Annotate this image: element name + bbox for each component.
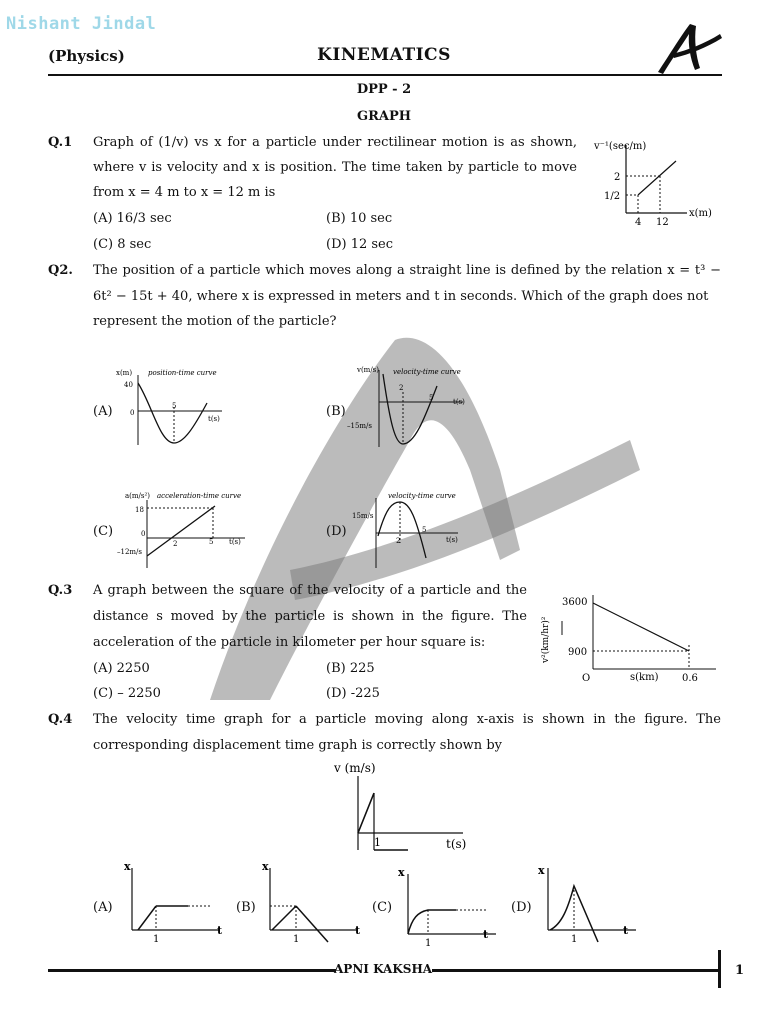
q2-graph-b bbox=[345, 362, 475, 452]
svg-text:v(m/s): v(m/s) bbox=[357, 366, 380, 374]
q4-graph-c bbox=[396, 862, 506, 950]
svg-text:acceleration-time curve: acceleration-time curve bbox=[157, 492, 242, 500]
question-number: Q2. bbox=[48, 263, 73, 278]
svg-text:5: 5 bbox=[172, 402, 177, 410]
svg-text:0.6: 0.6 bbox=[682, 673, 698, 684]
option-b: (B) bbox=[236, 900, 256, 915]
question-text: corresponding displacement time graph is correctly shown by bbox=[93, 738, 502, 753]
svg-text:velocity-time curve: velocity-time curve bbox=[393, 368, 461, 376]
option-a: (A) 16/3 sec bbox=[93, 211, 172, 226]
svg-text:t: t bbox=[355, 924, 361, 937]
subject-label: (Physics) bbox=[48, 47, 125, 65]
q1-graph bbox=[592, 135, 732, 230]
svg-text:x: x bbox=[538, 864, 545, 877]
q4-vt-graph bbox=[328, 758, 478, 858]
question-text: A graph between the square of the velocity of a particle and the bbox=[93, 583, 527, 598]
option-c: (C) bbox=[93, 524, 114, 539]
q2-graph-a bbox=[112, 365, 232, 450]
header-rule bbox=[48, 74, 722, 76]
q4-graph-a bbox=[120, 858, 230, 946]
question-text: acceleration of the particle in kilometer per hour square is: bbox=[93, 635, 486, 650]
svg-text:2: 2 bbox=[399, 384, 404, 392]
axis-label: v⁻¹(sec/m) bbox=[594, 141, 647, 152]
svg-text:O: O bbox=[582, 673, 591, 684]
option-c: (C) 8 sec bbox=[93, 237, 152, 252]
svg-text:1: 1 bbox=[153, 934, 160, 945]
option-c: (C) bbox=[372, 900, 393, 915]
svg-text:x: x bbox=[398, 866, 405, 879]
page-title: KINEMATICS bbox=[317, 45, 451, 65]
option-d: (D) bbox=[326, 524, 347, 539]
svg-text:–12m/s: –12m/s bbox=[117, 548, 142, 556]
watermark-name: Nishant Jindal bbox=[6, 14, 157, 34]
question-text: The position of a particle which moves along a straight line is defined by the relation x = t³ − bbox=[93, 263, 721, 278]
svg-text:t(s): t(s) bbox=[453, 398, 465, 406]
q4-graph-b bbox=[258, 858, 368, 946]
svg-text:x: x bbox=[262, 860, 269, 873]
svg-text:5: 5 bbox=[429, 394, 434, 402]
option-a: (A) 2250 bbox=[93, 661, 150, 676]
svg-text:1: 1 bbox=[571, 934, 578, 945]
svg-text:18: 18 bbox=[135, 506, 144, 514]
svg-text:t: t bbox=[623, 924, 629, 937]
option-a: (A) bbox=[93, 900, 113, 915]
option-d: (D) 12 sec bbox=[326, 237, 394, 252]
option-a: (A) bbox=[93, 404, 113, 419]
topic-label: GRAPH bbox=[356, 109, 412, 124]
tick-label: 4 bbox=[635, 217, 642, 228]
question-text: distance s moved by the particle is shown in the figure. The bbox=[93, 609, 527, 624]
tick-label: 1/2 bbox=[604, 191, 621, 202]
footer-rule bbox=[48, 969, 336, 972]
svg-text:s(km): s(km) bbox=[630, 672, 659, 683]
q3-graph bbox=[538, 585, 728, 685]
question-number: Q.3 bbox=[48, 583, 73, 598]
svg-text:3600: 3600 bbox=[562, 597, 588, 608]
option-d: (D) bbox=[511, 900, 532, 915]
footer-divider bbox=[718, 950, 721, 988]
question-text: The velocity time graph for a particle moving along x-axis is shown in the figure. The bbox=[93, 712, 721, 727]
svg-text:1: 1 bbox=[425, 938, 432, 949]
option-b: (B) bbox=[326, 404, 346, 419]
question-number: Q.4 bbox=[48, 712, 73, 727]
question-text: Graph of (1/v) vs x for a particle under rectilinear motion is as shown, bbox=[93, 135, 577, 150]
svg-text:5: 5 bbox=[209, 538, 214, 546]
svg-text:x: x bbox=[124, 860, 131, 873]
q4-graph-d bbox=[536, 858, 646, 946]
footer-brand: APNI KAKSHA bbox=[334, 962, 433, 976]
svg-text:0: 0 bbox=[141, 530, 146, 538]
svg-text:t: t bbox=[217, 924, 223, 937]
svg-text:v²(km/hr)²: v²(km/hr)² bbox=[541, 616, 551, 663]
question-text: represent the motion of the particle? bbox=[93, 314, 337, 329]
question-text: where v is velocity and x is position. The time taken by particle to move bbox=[93, 160, 577, 175]
svg-text:t(s): t(s) bbox=[446, 536, 458, 544]
question-text: 6t² − 15t + 40, where x is expressed in meters and t in seconds. Which of the graph does not bbox=[93, 289, 709, 304]
footer-rule bbox=[432, 969, 720, 972]
brand-logo bbox=[652, 20, 724, 76]
svg-text:–15m/s: –15m/s bbox=[347, 422, 372, 430]
svg-text:2: 2 bbox=[173, 540, 178, 548]
question-text: from x = 4 m to x = 12 m is bbox=[93, 185, 276, 200]
option-b: (B) 10 sec bbox=[326, 211, 393, 226]
svg-text:v (m/s): v (m/s) bbox=[334, 761, 376, 775]
tick-label: 12 bbox=[656, 217, 669, 228]
axis-label: x(m) bbox=[689, 208, 712, 219]
svg-text:x(m): x(m) bbox=[116, 369, 133, 377]
svg-text:velocity-time curve: velocity-time curve bbox=[388, 492, 456, 500]
svg-text:900: 900 bbox=[568, 647, 588, 658]
q2-graph-c bbox=[115, 488, 255, 573]
svg-text:a(m/s²): a(m/s²) bbox=[125, 492, 151, 500]
dpp-label: DPP - 2 bbox=[356, 82, 412, 97]
page-number: 1 bbox=[735, 963, 745, 978]
svg-text:t(s): t(s) bbox=[229, 538, 241, 546]
svg-text:t(s): t(s) bbox=[446, 837, 467, 851]
svg-text:t(s): t(s) bbox=[208, 415, 220, 423]
svg-text:1: 1 bbox=[374, 836, 381, 849]
svg-text:t: t bbox=[483, 928, 489, 941]
svg-text:0: 0 bbox=[130, 409, 135, 417]
svg-text:1: 1 bbox=[293, 934, 300, 945]
option-d: (D) -225 bbox=[326, 686, 380, 701]
svg-text:5: 5 bbox=[422, 526, 427, 534]
q2-graph-d bbox=[348, 488, 468, 573]
svg-text:40: 40 bbox=[124, 381, 133, 389]
svg-text:15m/s: 15m/s bbox=[352, 512, 374, 520]
tick-label: 2 bbox=[614, 172, 621, 183]
option-b: (B) 225 bbox=[326, 661, 375, 676]
svg-text:2: 2 bbox=[396, 537, 401, 545]
question-number: Q.1 bbox=[48, 135, 73, 150]
svg-text:position-time curve: position-time curve bbox=[148, 369, 217, 377]
option-c: (C) – 2250 bbox=[93, 686, 161, 701]
